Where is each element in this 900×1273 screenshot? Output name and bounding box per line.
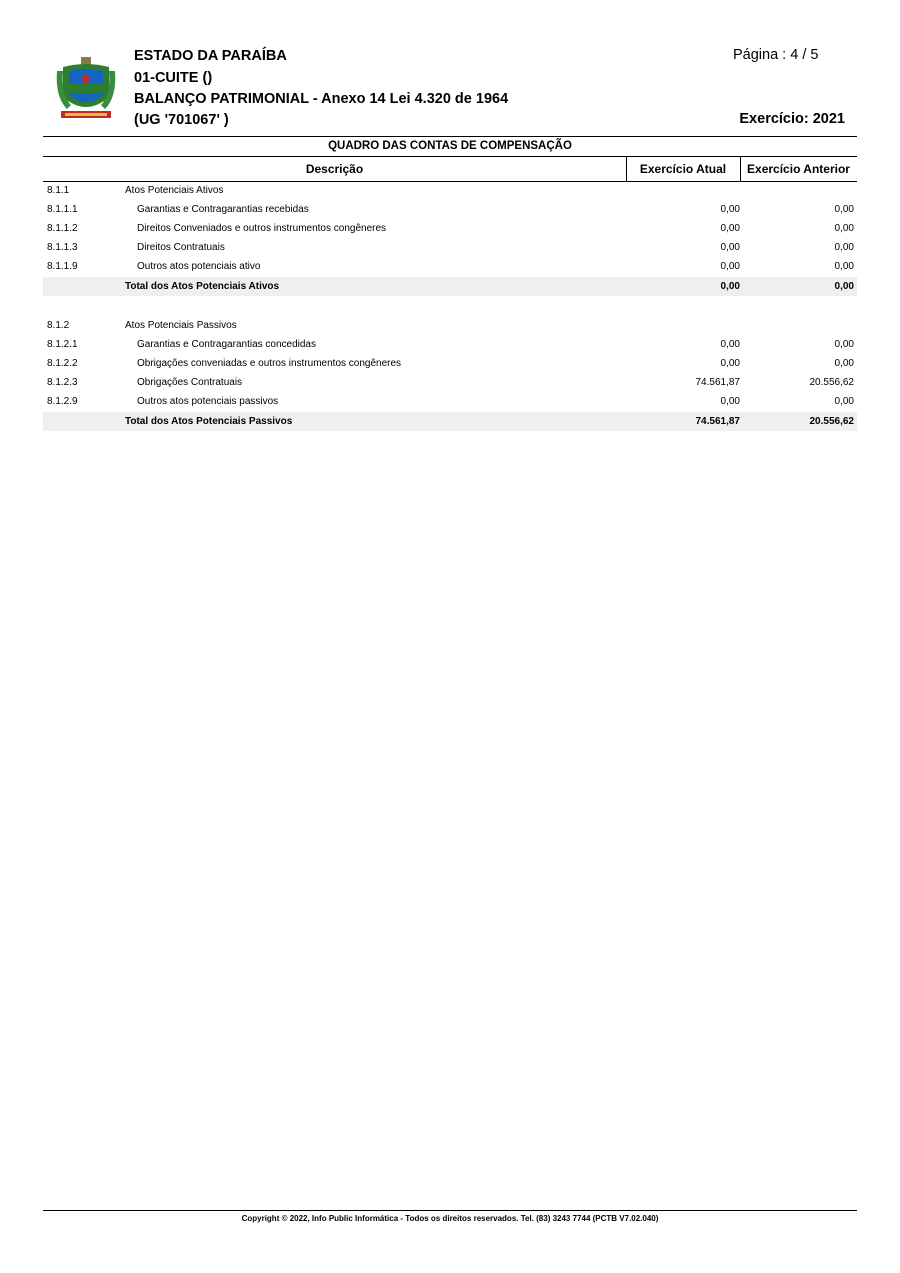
row-description: Total dos Atos Potenciais Ativos xyxy=(125,281,280,292)
entity-name: 01-CUITE () xyxy=(134,70,213,86)
row-previous-value: 0,00 xyxy=(834,223,854,234)
row-description: Outros atos potenciais ativo xyxy=(137,261,261,272)
row-current-value: 0,00 xyxy=(720,223,740,234)
row-description: Atos Potenciais Passivos xyxy=(125,320,237,331)
state-title: ESTADO DA PARAÍBA xyxy=(134,48,287,64)
row-current-value: 0,00 xyxy=(720,261,740,272)
row-description: Garantias e Contragarantias recebidas xyxy=(137,204,309,215)
paraiba-coat-of-arms-icon xyxy=(55,57,117,121)
page-number: Página : 4 / 5 xyxy=(733,47,819,63)
row-code: 8.1.1.1 xyxy=(47,204,78,215)
row-description: Obrigações Contratuais xyxy=(137,377,243,388)
row-code: 8.1.1.3 xyxy=(47,242,78,253)
row-code: 8.1.1.2 xyxy=(47,223,78,234)
row-code: 8.1.2.2 xyxy=(47,358,78,369)
row-current-value: 0,00 xyxy=(720,396,740,407)
row-current-value: 74.561,87 xyxy=(695,416,740,427)
table-row xyxy=(43,219,857,238)
table-row xyxy=(43,392,857,411)
section-title: QUADRO DAS CONTAS DE COMPENSAÇÃO xyxy=(328,140,572,152)
row-description: Atos Potenciais Ativos xyxy=(125,185,224,196)
row-description: Total dos Atos Potenciais Passivos xyxy=(125,416,293,427)
row-description: Outros atos potenciais passivos xyxy=(137,396,279,407)
row-code: 8.1.1.9 xyxy=(47,261,78,272)
column-header-current: Exercício Atual xyxy=(639,162,727,176)
row-previous-value: 0,00 xyxy=(834,339,854,350)
row-code: 8.1.1 xyxy=(47,185,70,196)
header-divider xyxy=(43,136,857,137)
table-row-group xyxy=(43,181,857,200)
table-row xyxy=(43,373,857,392)
table-row xyxy=(43,257,857,276)
copyright-footer: Copyright © 2022, Info Public Informática - Todos os direitos reservados. Tel. (83) 3243 7744 (PCTB V7.02.040) xyxy=(241,1214,659,1223)
row-current-value: 0,00 xyxy=(720,204,740,215)
table-row xyxy=(43,354,857,373)
table-row xyxy=(43,335,857,354)
report-title: BALANÇO PATRIMONIAL - Anexo 14 Lei 4.320 de 1964 xyxy=(134,91,509,107)
row-code: 8.1.2.1 xyxy=(47,339,78,350)
row-current-value: 0,00 xyxy=(720,242,740,253)
table-row-group xyxy=(43,316,857,335)
column-header-description: Descrição xyxy=(305,162,364,176)
row-current-value: 0,00 xyxy=(720,339,740,350)
ug-code: (UG '701067' ) xyxy=(134,112,229,128)
row-previous-value: 0,00 xyxy=(834,358,854,369)
footer-divider xyxy=(43,1210,857,1211)
row-description: Direitos Contratuais xyxy=(137,242,225,253)
row-previous-value: 0,00 xyxy=(834,242,854,253)
table-row xyxy=(43,238,857,257)
table-row-total xyxy=(43,277,857,296)
row-previous-value: 0,00 xyxy=(834,281,854,292)
row-previous-value: 0,00 xyxy=(834,396,854,407)
row-description: Garantias e Contragarantias concedidas xyxy=(137,339,316,350)
row-description: Obrigações conveniadas e outros instrumentos congêneres xyxy=(137,358,402,369)
row-previous-value: 20.556,62 xyxy=(809,377,854,388)
column-header-previous: Exercício Anterior xyxy=(747,162,850,176)
table-row xyxy=(43,200,857,219)
row-description: Direitos Conveniados e outros instrumentos congêneres xyxy=(137,223,387,234)
row-previous-value: 20.556,62 xyxy=(809,416,854,427)
row-current-value: 0,00 xyxy=(720,358,740,369)
row-code: 8.1.2 xyxy=(47,320,70,331)
row-current-value: 0,00 xyxy=(720,281,740,292)
table-row-total xyxy=(43,412,857,431)
row-code: 8.1.2.9 xyxy=(47,396,78,407)
exercise-year: Exercício: 2021 xyxy=(739,111,845,127)
row-code: 8.1.2.3 xyxy=(47,377,78,388)
row-previous-value: 0,00 xyxy=(834,261,854,272)
row-current-value: 74.561,87 xyxy=(695,377,740,388)
row-previous-value: 0,00 xyxy=(834,204,854,215)
